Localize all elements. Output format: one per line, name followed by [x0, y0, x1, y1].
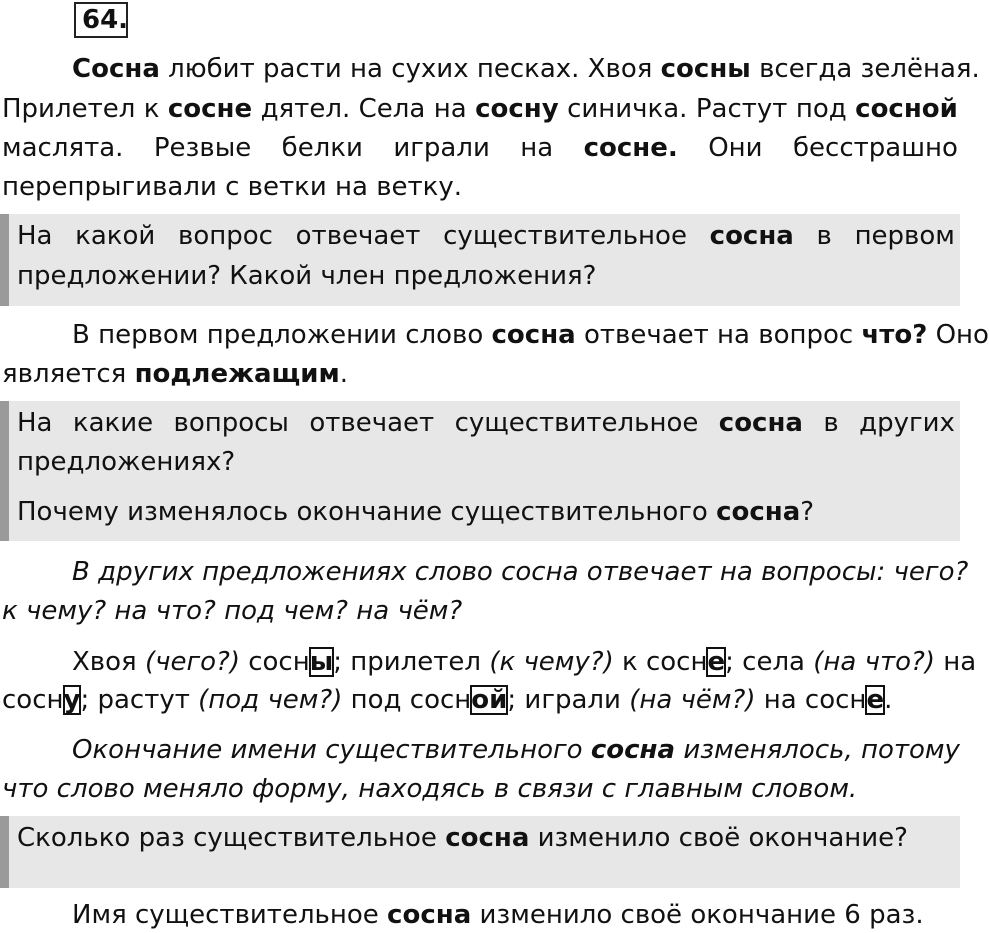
text-span: ; играли [507, 685, 630, 715]
answer-line [72, 645, 976, 679]
text-span: какой [75, 221, 156, 251]
text-span: . [884, 685, 893, 715]
text-line [72, 52, 980, 86]
text-span: изменялось, потому [675, 735, 960, 765]
text-span: что? [861, 320, 928, 350]
ending-box: е [866, 685, 885, 715]
answer-line: что слово меняло форму, находясь в связи с главным словом. [2, 774, 858, 804]
text-span: какие [72, 408, 154, 438]
text-span: сосна [709, 221, 794, 251]
answer-line [72, 733, 960, 767]
text-span: Прилетел [2, 94, 136, 124]
text-span: сосна [716, 497, 801, 527]
text-span: любит расти на сухих песках. Хвоя [159, 54, 661, 84]
ending-box: у [63, 685, 81, 715]
text-span: . [339, 359, 348, 389]
text-span: Имя существительное [72, 900, 388, 930]
text-span: изменило своё окончание? [529, 823, 908, 853]
text-span: на сосн [755, 685, 867, 715]
text-span: сосну [475, 94, 559, 124]
text-span: сосне. [583, 133, 678, 163]
text-span: сосна [590, 735, 676, 765]
answer-line [2, 357, 348, 391]
text-span: (чего?) [144, 647, 240, 677]
text-span: Села [358, 94, 426, 124]
question-box [0, 401, 960, 541]
answer-line: В других предложениях слово сосна отвечает на вопросы: чего? [72, 557, 969, 587]
text-span: ? [800, 497, 815, 527]
text-span: сосна [491, 320, 576, 350]
text-span: на [520, 133, 554, 163]
question-line [17, 406, 955, 440]
text-span: Окончание имени существительного [72, 735, 591, 765]
text-line [2, 92, 958, 126]
text-span: Растут [695, 94, 788, 124]
question-line [17, 821, 908, 855]
answer-line [72, 318, 989, 352]
text-span: в [823, 408, 839, 438]
text-span: существительное [454, 408, 699, 438]
text-span: (на что?) [813, 647, 935, 677]
text-span: ; села [725, 647, 814, 677]
text-span: подлежащим [134, 359, 340, 389]
question-box [0, 214, 960, 306]
question-line: предложениях? [17, 447, 236, 477]
ending-box: ой [471, 685, 508, 715]
text-span: В первом предложении слово [72, 320, 492, 350]
text-span: На [17, 221, 53, 251]
answer-line [72, 898, 924, 932]
text-span: ; прилетел [333, 647, 490, 677]
text-line: перепрыгивали с ветки на ветку. [2, 172, 463, 202]
ending-box: е [707, 647, 726, 677]
bold-word: сосны [660, 54, 751, 84]
text-span: бесстрашно [793, 133, 958, 163]
text-span: вопросы [173, 408, 289, 438]
text-span: сосна [387, 900, 472, 930]
question-box [0, 816, 960, 888]
text-span: сосна [445, 823, 530, 853]
text-span: сосн [239, 647, 310, 677]
question-line [17, 219, 955, 253]
text-span: в [816, 221, 832, 251]
text-span: к сосн [613, 647, 708, 677]
text-span: под [795, 94, 847, 124]
answer-line: к чему? на что? под чем? на чём? [2, 596, 463, 626]
text-line [2, 131, 958, 165]
text-span: других [859, 408, 955, 438]
text-span: сосна [718, 408, 803, 438]
text-span: Резвые [153, 133, 252, 163]
text-span: Они [708, 133, 763, 163]
text-span: является [2, 359, 135, 389]
text-span: На [17, 408, 53, 438]
text-span: отвечает на вопрос [575, 320, 862, 350]
text-span: отвечает [295, 221, 421, 251]
text-span: сосне [167, 94, 253, 124]
text-span: под сосн [342, 685, 472, 715]
text-span: (на чём?) [629, 685, 756, 715]
text-span: первом [854, 221, 955, 251]
text-span: синичка. [567, 94, 688, 124]
question-line [17, 495, 814, 529]
text-span: изменило своё окончание 6 раз. [471, 900, 924, 930]
text-span: на [934, 647, 977, 677]
text-span: всегда зелёная. [750, 54, 980, 84]
text-span: отвечает [309, 408, 435, 438]
text-span: Хвоя [72, 647, 145, 677]
text-span: на [433, 94, 467, 124]
text-span: Оно [927, 320, 989, 350]
text-span: белки [281, 133, 363, 163]
text-span: существительное [443, 221, 687, 251]
text-span: Почему изменялось окончание существительного [17, 497, 717, 527]
question-line: предложении? Какой член предложения? [17, 261, 597, 291]
text-span: играли [393, 133, 490, 163]
text-span: (к чему?) [489, 647, 614, 677]
text-span: к [143, 94, 160, 124]
text-span: сосной [855, 94, 958, 124]
text-span: Сколько раз существительное [17, 823, 446, 853]
text-span: дятел. [260, 94, 351, 124]
text-span: ; растут [80, 685, 199, 715]
ending-box: ы [309, 647, 334, 677]
text-span: вопрос [178, 221, 273, 251]
text-span: маслята. [2, 133, 124, 163]
exercise-number: 64. [74, 2, 128, 38]
text-span: (под чем?) [198, 685, 343, 715]
answer-line [2, 683, 892, 717]
bold-word: Сосна [72, 54, 160, 84]
text-span: сосн [2, 685, 64, 715]
